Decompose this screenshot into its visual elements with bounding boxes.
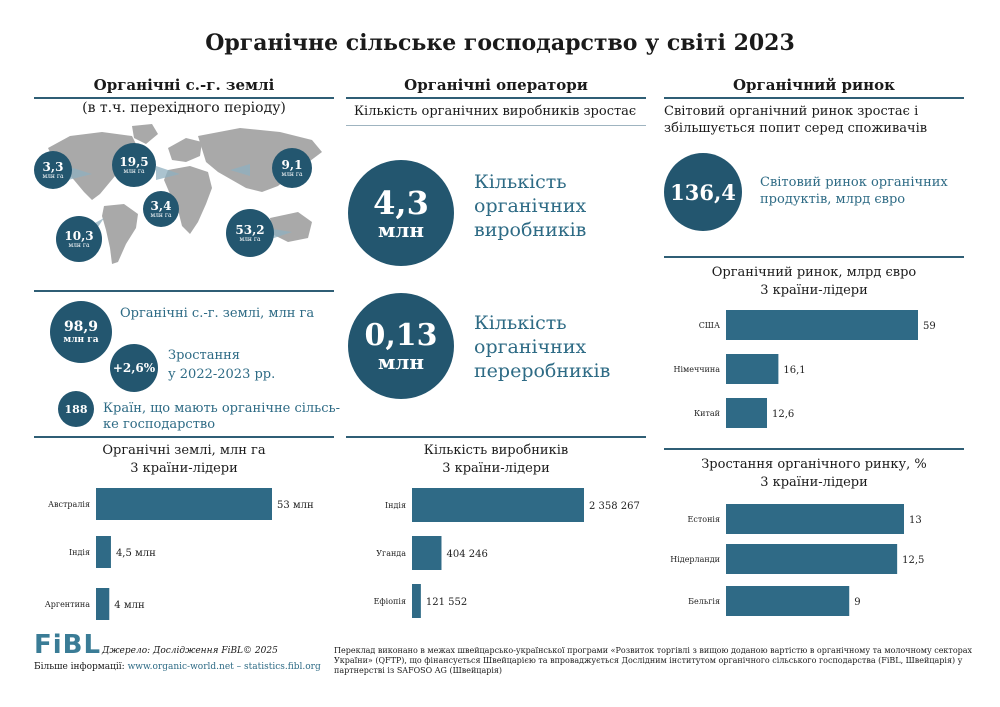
chart-subtitle: 3 країни-лідери bbox=[760, 475, 868, 490]
countries-circle bbox=[58, 391, 94, 427]
category-label: Бельгія bbox=[688, 597, 720, 606]
footer-note: Переклад виконано в межах швейцарсько-української програми «Розвиток торгівлі з вищою доданою вартістю в органічному та молочному секторах України» (QFTP), що фінансується Швейцарією та впроваджується Дослідним інститутом органічного сільського господарства (FiBL, Швейцарія) у партнерстві із SAFOSO AG (Швейцарія) bbox=[334, 646, 973, 675]
col1-rule-3 bbox=[34, 436, 334, 438]
chart-title: Зростання органічного ринку, % bbox=[701, 457, 927, 472]
bar-0 bbox=[96, 488, 272, 520]
col3-intro-2: збільшується попит серед споживачів bbox=[664, 121, 928, 136]
badge-unit: млн га bbox=[239, 235, 261, 243]
bar-0 bbox=[412, 488, 584, 522]
market-label-1: Світовий ринок органічних bbox=[760, 175, 948, 190]
category-label: США bbox=[698, 321, 720, 330]
market-circle bbox=[664, 153, 742, 231]
source-text: Джерело: Дослідження FiBL© 2025 bbox=[102, 646, 278, 656]
processors-label-1: Кількість bbox=[474, 312, 567, 334]
value-label: 121 552 bbox=[425, 597, 468, 608]
chart-producers-leaders bbox=[346, 440, 646, 620]
chart-subtitle: 3 країни-лідери bbox=[130, 461, 238, 476]
more-info-links[interactable]: www.organic-world.net – statistics.fibl.org bbox=[127, 662, 321, 672]
chart-title: Органічний ринок, млрд євро bbox=[711, 265, 917, 280]
processors-unit: млн bbox=[377, 350, 425, 374]
badge-value: 10,3 bbox=[64, 228, 94, 243]
badge-value: 3,4 bbox=[150, 198, 172, 213]
chart-market-growth-leaders bbox=[664, 450, 964, 626]
growth-circle bbox=[110, 344, 158, 392]
page-title: Органічне сільське господарство у світі 2023 bbox=[205, 30, 795, 56]
col1-subtitle: (в т.ч. перехідного періоду) bbox=[82, 100, 286, 116]
producers-label bbox=[474, 170, 586, 242]
producers-label-2: органічних bbox=[474, 195, 587, 217]
category-label: Німеччина bbox=[673, 365, 720, 374]
growth-value: +2,6% bbox=[112, 361, 156, 375]
badge-unit: млн га bbox=[150, 211, 172, 219]
value-label: 4 млн bbox=[114, 600, 145, 611]
fibl-logo: FiBL bbox=[34, 630, 102, 660]
chart-land-leaders bbox=[34, 440, 334, 620]
more-info bbox=[34, 662, 321, 672]
processors-label-2: органічних bbox=[474, 336, 587, 358]
bar-2 bbox=[412, 584, 421, 618]
processors-label-3: переробників bbox=[474, 360, 611, 382]
total-land-circle bbox=[50, 301, 112, 363]
value-label: 2 358 267 bbox=[589, 501, 640, 512]
badge-value: 53,2 bbox=[235, 222, 265, 237]
total-land-value: 98,9 bbox=[63, 318, 99, 335]
chart-title: Органічні землі, млн га bbox=[102, 443, 266, 458]
badge-unit: млн га bbox=[42, 172, 64, 180]
badge-unit: млн га bbox=[123, 167, 145, 175]
value-label: 13 bbox=[909, 515, 922, 526]
processors-label bbox=[474, 311, 610, 383]
category-label: Аргентина bbox=[44, 600, 90, 609]
countries-value: 188 bbox=[64, 402, 88, 416]
growth-label-2: у 2022-2023 рр. bbox=[168, 367, 276, 382]
map-badge-africa bbox=[143, 191, 179, 227]
col1-rule-2 bbox=[34, 290, 334, 292]
value-label: 16,1 bbox=[783, 365, 806, 376]
category-label: Китай bbox=[693, 409, 720, 418]
map-badge-oceania bbox=[226, 209, 274, 257]
growth-label-1: Зростання bbox=[168, 348, 241, 363]
processors-circle bbox=[348, 293, 454, 399]
col3-rule bbox=[664, 97, 964, 99]
bar-0 bbox=[726, 504, 904, 534]
producers-unit: млн bbox=[377, 218, 425, 242]
badge-value: 19,5 bbox=[119, 154, 149, 169]
bar-0 bbox=[726, 310, 918, 340]
value-label: 53 млн bbox=[277, 500, 314, 511]
bar-1 bbox=[412, 536, 441, 570]
category-label: Індія bbox=[68, 548, 90, 557]
value-label: 12,5 bbox=[902, 555, 925, 566]
col3-intro-1: Світовий органічний ринок зростає і bbox=[664, 104, 919, 119]
chart-subtitle: 3 країни-лідери bbox=[760, 283, 868, 298]
badge-unit: млн га bbox=[281, 170, 303, 178]
col2-title: Органічні оператори bbox=[404, 76, 588, 94]
category-label: Нідерланди bbox=[670, 555, 720, 564]
countries-label-1: Країн, що мають органічне сільсь- bbox=[103, 401, 340, 416]
value-label: 12,6 bbox=[772, 409, 795, 420]
category-label: Уганда bbox=[376, 549, 406, 558]
category-label: Індія bbox=[384, 501, 406, 510]
market-label-2: продуктів, млрд євро bbox=[760, 192, 906, 207]
bar-1 bbox=[96, 536, 111, 568]
more-info-label: Більше інформації: bbox=[34, 662, 125, 672]
total-land-unit: млн га bbox=[63, 334, 99, 345]
value-label: 404 246 bbox=[446, 549, 488, 560]
badge-value: 9,1 bbox=[281, 157, 303, 172]
map-badge-asia bbox=[272, 148, 312, 188]
col2-rule bbox=[346, 97, 646, 99]
value-label: 59 bbox=[923, 321, 936, 332]
map-badge-north-america bbox=[34, 151, 72, 189]
processors-value: 0,13 bbox=[364, 318, 438, 353]
producers-circle bbox=[348, 160, 454, 266]
total-land-label: Органічні с.-г. землі, млн га bbox=[120, 306, 315, 321]
col1-title: Органічні с.-г. землі bbox=[93, 76, 275, 94]
chart-title: Кількість виробників bbox=[423, 443, 569, 458]
category-label: Ефіопія bbox=[373, 597, 406, 606]
badge-unit: млн га bbox=[68, 241, 90, 249]
col2-intro: Кількість органічних виробників зростає bbox=[354, 104, 637, 119]
producers-label-3: виробників bbox=[474, 219, 587, 241]
map-badge-europe bbox=[112, 143, 156, 187]
col3-title: Органічний ринок bbox=[732, 76, 895, 94]
map-badge-latin-america bbox=[56, 216, 102, 262]
category-label: Австралія bbox=[47, 500, 90, 509]
category-label: Естонія bbox=[687, 515, 720, 524]
countries-label-2: ке господарство bbox=[103, 417, 216, 432]
bar-1 bbox=[726, 544, 897, 574]
col2-rule-2 bbox=[346, 436, 646, 438]
value-label: 4,5 млн bbox=[115, 548, 156, 559]
badge-value: 3,3 bbox=[42, 159, 64, 174]
producers-value: 4,3 bbox=[373, 184, 429, 222]
chart-subtitle: 3 країни-лідери bbox=[442, 461, 550, 476]
chart-market-leaders bbox=[664, 258, 964, 444]
producers-label-1: Кількість bbox=[474, 171, 567, 193]
bar-2 bbox=[726, 398, 767, 428]
market-value: 136,4 bbox=[670, 179, 736, 205]
bar-2 bbox=[96, 588, 109, 620]
value-label: 9 bbox=[854, 597, 861, 608]
bar-2 bbox=[726, 586, 849, 616]
col2-thin-rule bbox=[346, 125, 646, 126]
bar-1 bbox=[726, 354, 778, 384]
